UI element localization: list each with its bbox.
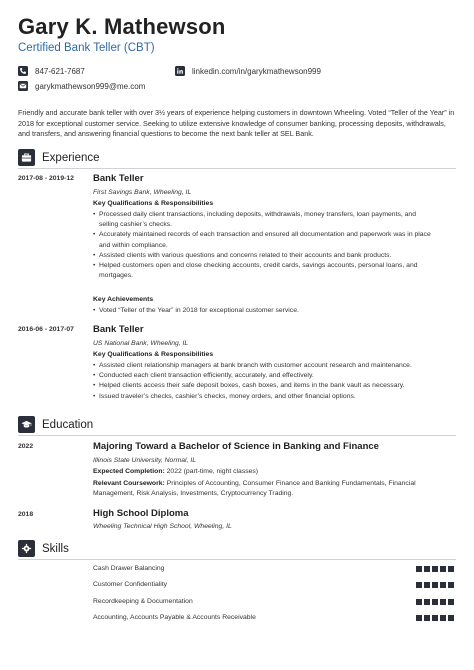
- achievement-bullets: [93, 306, 458, 316]
- degree-title: High School Diploma: [93, 508, 189, 519]
- job-bullets: [93, 361, 458, 402]
- rating-square: [416, 582, 422, 588]
- graduation-cap-icon: [18, 416, 35, 433]
- summary-line: 2018 for exceptional customer service. Seeking to utilize extensive knowledge of consumer banking, processing deposits, withdrawals,: [18, 118, 446, 128]
- candidate-name: Gary K. Mathewson: [18, 14, 226, 39]
- rating-square: [440, 615, 446, 621]
- rating-square: [432, 615, 438, 621]
- expected-completion: Expected Completion: 2022 (part-time, night classes): [93, 468, 259, 475]
- summary-line: Friendly and accurate bank teller with over 3½ years of experience helping customers in downtown Wheeling. Voted “Teller of the Year” in: [18, 108, 455, 117]
- rating-square: [416, 566, 422, 572]
- skill-rating: [416, 615, 456, 621]
- candidate-role: Certified Bank Teller (CBT): [18, 42, 155, 54]
- rating-square: [432, 582, 438, 588]
- skill-rating: [416, 582, 456, 588]
- gear-icon: [18, 540, 35, 557]
- education-year: 2018: [18, 511, 34, 518]
- rating-square: [424, 566, 430, 572]
- section-divider: [18, 168, 456, 169]
- section-title: Education: [42, 418, 94, 431]
- linkedin-text[interactable]: linkedin.com/in/garykmathewson999: [192, 66, 321, 76]
- rating-square: [448, 615, 454, 621]
- rating-square: [424, 615, 430, 621]
- skills-header: [18, 540, 69, 557]
- skill-rating: [416, 599, 456, 605]
- rating-square: [440, 599, 446, 605]
- section-divider: [18, 559, 456, 560]
- list-item: • Processed daily client transactions, including deposits, withdrawals, money transfers, loan payments, and selling cashier’s checks.: [93, 210, 458, 230]
- linkedin-icon: [175, 66, 185, 76]
- skill-name: Customer Confidentiality: [93, 581, 168, 588]
- list-item: • Helped customers open and close checking accounts, credit cards, savings accounts, personal loans, and mortgages.: [93, 261, 458, 281]
- job-employer: First Savings Bank, Wheeling, IL: [93, 189, 192, 196]
- education-header: [18, 416, 93, 433]
- relevant-coursework: Relevant Coursework: Principles of Accounting, Consumer Finance and Banking Fundamentals, Financial Management, Risk Analysis, Investments, Cryptocurrency Trading.: [93, 480, 416, 498]
- rating-square: [448, 599, 454, 605]
- qualifications-heading: Key Qualifications & Responsibilities: [93, 200, 214, 207]
- skill-rating: [416, 566, 456, 572]
- job-dates: 2017-08 - 2019-12: [18, 175, 74, 182]
- degree-title: Majoring Toward a Bachelor of Science in Banking and Finance: [93, 441, 379, 452]
- summary: [18, 108, 458, 140]
- skill-name: Cash Drawer Balancing: [93, 565, 165, 572]
- email-icon: [18, 81, 28, 91]
- linkedin-contact: [175, 66, 321, 76]
- phone-contact: [18, 66, 85, 76]
- rating-square: [440, 566, 446, 572]
- school-name: Illinois State University, Normal, IL: [93, 457, 196, 464]
- rating-square: [416, 599, 422, 605]
- skill-name: Recordkeeping & Documentation: [93, 598, 193, 605]
- briefcase-icon: [18, 149, 35, 166]
- experience-header: [18, 149, 100, 166]
- education-year: 2022: [18, 443, 34, 450]
- job-title: Bank Teller: [93, 173, 144, 184]
- rating-square: [416, 615, 422, 621]
- summary-line: and transfers, and answering financial questions to become the next bank teller at SEL Bank.: [18, 129, 314, 139]
- email-text[interactable]: garykmathewson999@me.com: [35, 81, 146, 91]
- phone-icon: [18, 66, 28, 76]
- job-title: Bank Teller: [93, 324, 144, 335]
- rating-square: [432, 599, 438, 605]
- list-item: • Accurately maintained records of each transaction and ensured all documentation and paperwork was in place and within compliance.: [93, 230, 458, 250]
- job-dates: 2016-06 - 2017-07: [18, 326, 74, 333]
- job-employer: US National Bank, Wheeling, IL: [93, 340, 189, 347]
- list-item: • Helped clients access their safe deposit boxes, cash boxes, and items in the bank vault as necessary.: [93, 381, 458, 391]
- job-bullets: [93, 210, 458, 281]
- rating-square: [424, 599, 430, 605]
- qualifications-heading: Key Qualifications & Responsibilities: [93, 351, 214, 358]
- list-item: • Voted “Teller of the Year” in 2018 for exceptional customer service.: [93, 306, 458, 316]
- section-divider: [18, 435, 456, 436]
- list-item: • Issued traveler’s checks, cashier’s checks, money orders, and other financial options.: [93, 392, 458, 402]
- rating-square: [432, 566, 438, 572]
- rating-square: [424, 582, 430, 588]
- rating-square: [448, 582, 454, 588]
- phone-text[interactable]: 847-621-7687: [35, 66, 85, 76]
- section-title: Experience: [42, 151, 100, 164]
- skill-name: Accounting, Accounts Payable & Accounts Receivable: [93, 614, 256, 621]
- rating-square: [440, 582, 446, 588]
- list-item: • Assisted client relationship managers at bank branch with customer account research and maintenance.: [93, 361, 458, 371]
- list-item: • Conducted each client transaction efficiently, accurately, and effectively.: [93, 371, 458, 381]
- school-name: Wheeling Technical High School, Wheeling, IL: [93, 523, 232, 530]
- email-contact: [18, 81, 145, 91]
- achievements-heading: Key Achievements: [93, 296, 154, 303]
- section-title: Skills: [42, 542, 69, 555]
- list-item: • Assisted clients with various questions and concerns related to their accounts and bank products.: [93, 251, 458, 261]
- rating-square: [448, 566, 454, 572]
